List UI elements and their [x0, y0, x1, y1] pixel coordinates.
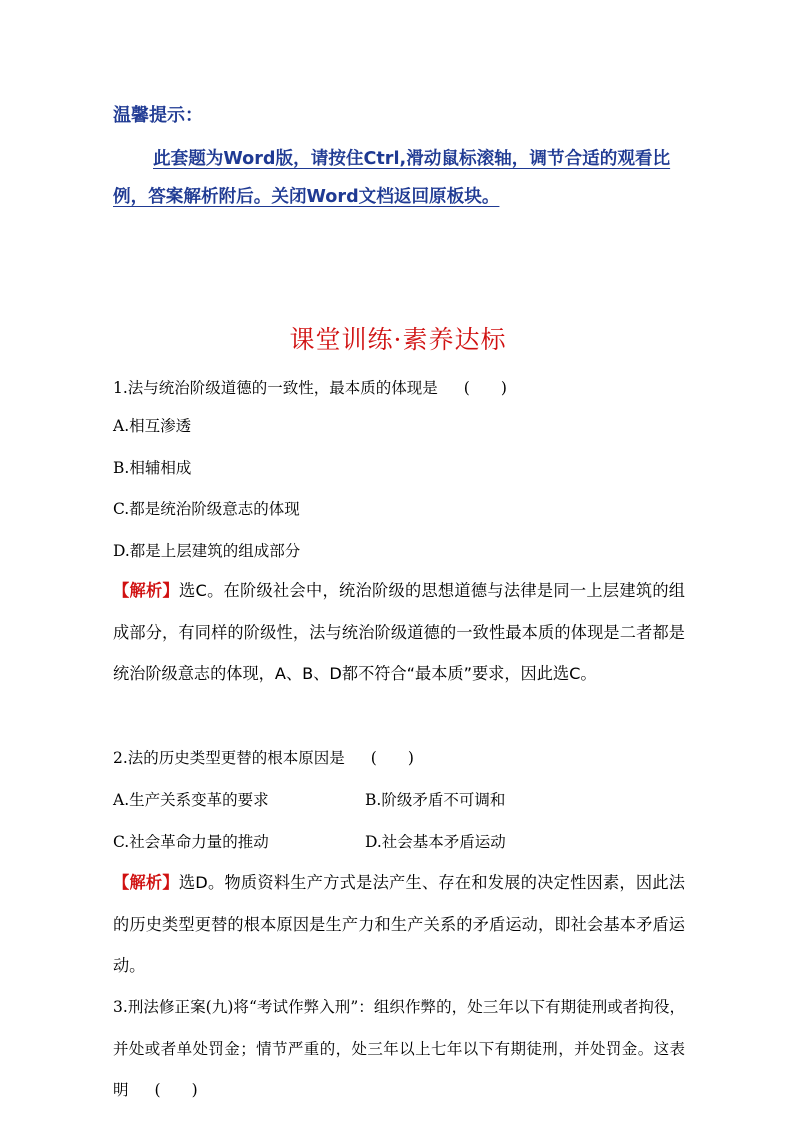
question-1-option-b: B.相辅相成: [113, 459, 192, 477]
question-1-analysis-text: 选C。在阶级社会中，统治阶级的思想道德与法律是同一上层建筑的组成部分，有同样的阶级性，法与统治阶级道德的一致性最本质的体现是二者都是统治阶级意志的体现，A、B、D都不符合“最本质”要求，因此选C。: [113, 581, 685, 683]
tip-title: 温馨提示：: [113, 105, 203, 126]
question-3-stem: [113, 987, 685, 1112]
question-1-option-a: A.相互渗透: [113, 417, 192, 435]
question-2-analysis-tag: 【解析】: [113, 873, 179, 892]
tip-body: [113, 140, 683, 216]
section-title: 课堂训练·素养达标: [289, 325, 507, 354]
question-1-paren: ( ): [463, 379, 507, 397]
question-1-analysis: [113, 570, 685, 695]
question-1-stem-text: 1.法与统治阶级道德的一致性，最本质的体现是: [113, 379, 438, 397]
question-3-paren: ( ): [154, 1081, 198, 1099]
question-2-option-a: A.生产关系变革的要求: [113, 791, 269, 809]
question-2-analysis: [113, 862, 685, 987]
question-2-stem: [113, 746, 414, 770]
question-1-option-d: D.都是上层建筑的组成部分: [113, 542, 301, 560]
question-3-stem-text: 3.刑法修正案(九)将“考试作弊入刑”：组织作弊的，处三年以下有期徒刑或者拘役，并处或者单处罚金；情节严重的，处三年以上七年以下有期徒刑，并处罚金。这表明: [113, 998, 685, 1099]
question-1-option-c: C.都是统治阶级意志的体现: [113, 500, 300, 518]
question-2-option-c: C.社会革命力量的推动: [113, 833, 269, 851]
tip-body-text: 此套题为Word版，请按住Ctrl,滑动鼠标滚轴，调节合适的观看比例，答案解析附后。关闭Word文档返回原板块。: [113, 149, 671, 207]
question-2-option-d: D.社会基本矛盾运动: [365, 833, 506, 851]
question-2-paren: ( ): [370, 749, 414, 767]
question-2-option-b: B.阶级矛盾不可调和: [365, 791, 506, 809]
question-1-stem: [113, 376, 507, 400]
question-2-analysis-text: 选D。物质资料生产方式是法产生、存在和发展的决定性因素，因此法的历史类型更替的根本原因是生产力和生产关系的矛盾运动，即社会基本矛盾运动。: [113, 873, 685, 975]
question-1-analysis-tag: 【解析】: [113, 581, 179, 600]
question-2-stem-text: 2.法的历史类型更替的根本原因是: [113, 749, 345, 767]
